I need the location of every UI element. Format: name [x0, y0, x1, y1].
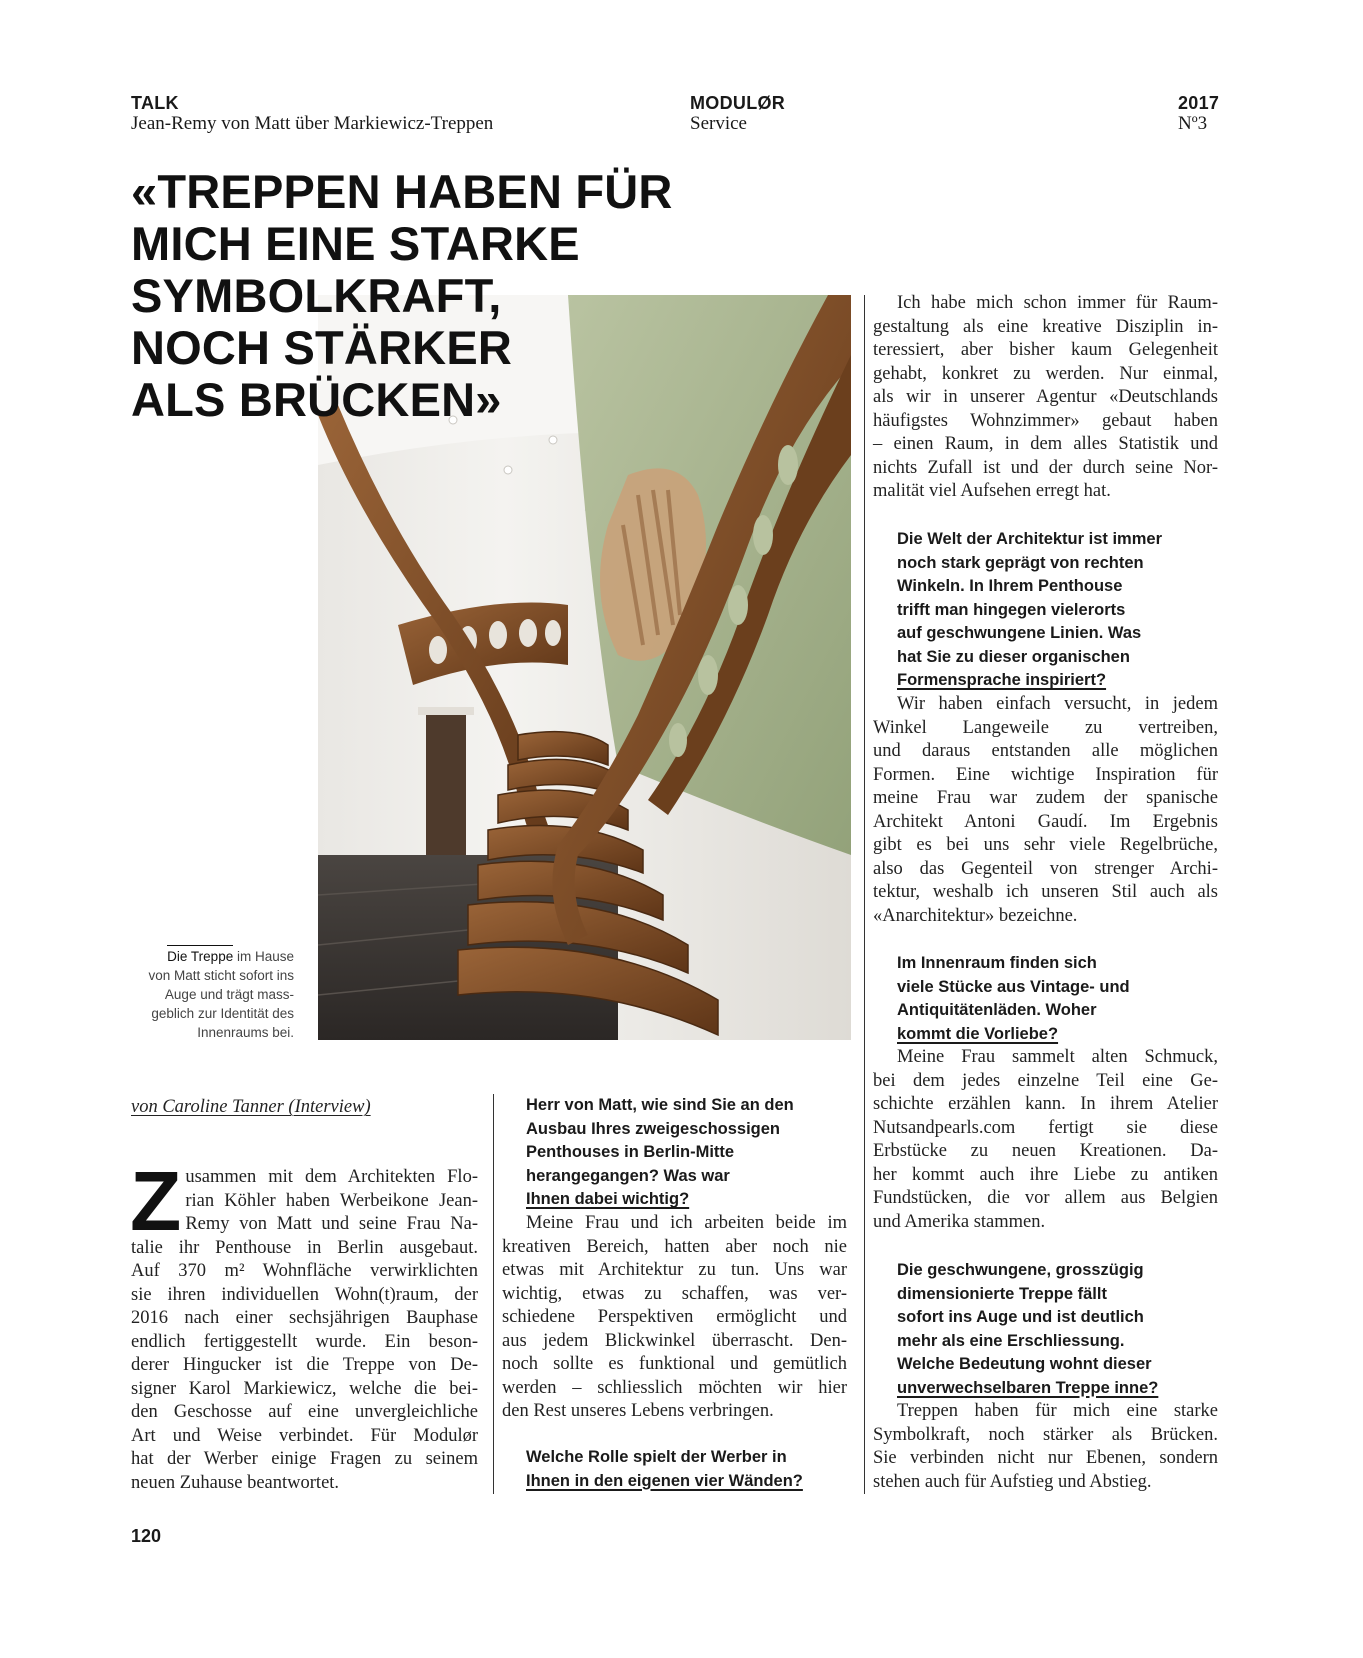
headline-line: ALS BRÜCKEN»	[131, 373, 502, 426]
section-label: TALK	[131, 93, 179, 113]
headline-line: «TREPPEN HABEN FÜR	[131, 165, 673, 218]
question-5	[873, 1259, 1237, 1400]
question-line: Ihnen in den eigenen vier Wänden?	[526, 1471, 803, 1490]
answer-line: aus jedem Blickwinkel überrascht. Den-	[502, 1330, 847, 1351]
question-line: Die geschwungene, grosszügig	[897, 1261, 1144, 1279]
question-line: auf geschwungene Linien. Was	[897, 624, 1142, 642]
answer-line: nichts Zufall ist und der durch seine Nor-	[873, 457, 1218, 478]
answer-line: gestaltung als eine kreative Disziplin in-	[873, 316, 1218, 337]
intro-line: endlich fertiggestellt wurde. Ein beson-	[131, 1331, 478, 1352]
answer-line: den Rest unseres Lebens verbringen.	[502, 1401, 774, 1421]
answer-line: Nutsandpearls.com fertigt sie diese	[873, 1117, 1218, 1138]
question-line: Penthouses in Berlin-Mitte	[526, 1143, 735, 1161]
answer-line: Winkel Langeweile zu vertreiben,	[873, 717, 1218, 738]
answer-line: gehabt, konkret zu werden. Nur einmal,	[873, 363, 1218, 384]
answer-line: wichtig, etwas zu schaffen, was ver-	[502, 1283, 847, 1304]
question-line: mehr als eine Erschliessung.	[897, 1331, 1125, 1350]
question-line: Im Innenraum finden sich	[897, 954, 1097, 972]
answer-line: Meine Frau und ich arbeiten beide im	[526, 1213, 847, 1233]
answer-5	[873, 1400, 1218, 1494]
intro-paragraph	[130, 1154, 478, 1495]
answer-line: schichte erzählen kann. In ihrem Atelier	[873, 1094, 1218, 1114]
answer-line: bei dem jedes einzelne Teil eine Ge-	[873, 1070, 1218, 1091]
issue-number: Nº3	[1178, 113, 1208, 134]
intro-line: talie ihr Penthouse in Berlin ausgebaut.	[131, 1237, 478, 1258]
drop-cap: Z	[130, 1154, 182, 1248]
intro-line: signer Karol Markiewicz, welche die bei-	[131, 1378, 478, 1399]
question-line: Ausbau Ihres zweigeschossigen	[526, 1119, 780, 1138]
answer-line: Symbolkraft, noch stärker als Brücken.	[873, 1424, 1218, 1445]
caption-line: Auge und trägt mass-	[164, 987, 294, 1002]
magazine-section: Service	[690, 113, 747, 134]
issue-year: 2017	[1178, 93, 1220, 113]
caption-line: geblich zur Identität des	[151, 1006, 294, 1021]
question-line: kommt die Vorliebe?	[897, 1024, 1059, 1043]
intro-line: Remy von Matt und seine Frau Na-	[185, 1214, 478, 1234]
question-line: Ihnen dabei wichtig?	[526, 1190, 690, 1208]
question-line: noch stark geprägt von rechten	[897, 553, 1144, 572]
question-1	[502, 1094, 866, 1212]
answer-line: häufigstes Wohnzimmer» gebaut haben	[873, 410, 1218, 431]
answer-line: und daraus entstanden alle möglichen	[873, 741, 1218, 761]
question-line: dimensionierte Treppe fällt	[897, 1284, 1107, 1303]
headline-line: MICH EINE STARKE	[131, 217, 580, 270]
caption-line: im Hause	[233, 949, 294, 964]
caption-line: von Matt sticht sofort ins	[148, 968, 294, 983]
answer-line: her kommt auch ihre Liebe zu antiken	[873, 1164, 1218, 1185]
question-4	[873, 952, 1237, 1046]
caption-line: Innenraums bei.	[197, 1025, 294, 1040]
intro-line: neuen Zuhause beantwortet.	[131, 1472, 340, 1493]
answer-line: kreativen Bereich, hatten aber noch nie	[502, 1236, 847, 1257]
answer-line: als wir in unserer Agentur «Deutschlands	[873, 387, 1218, 407]
question-2	[502, 1446, 866, 1493]
answer-line: meine Frau war zudem der spanische	[873, 788, 1218, 808]
answer-line: Treppen haben für mich eine starke	[897, 1401, 1218, 1421]
intro-line: 2016 nach einer sechsjährigen Bauphase	[131, 1308, 478, 1328]
intro-line: Art und Weise verbindet. Für Modulør	[131, 1425, 478, 1446]
answer-line: Formen. Eine wichtige Inspiration für	[873, 764, 1218, 785]
magazine-name: MODULØR	[690, 93, 786, 113]
answer-line: Ich habe mich schon immer für Raum-	[897, 293, 1218, 313]
question-line: hat Sie zu dieser organischen	[897, 647, 1130, 666]
column-divider	[493, 1094, 494, 1494]
answer-line: etwas mit Architektur zu tun. Uns war	[502, 1260, 847, 1280]
page-number: 120	[131, 1526, 162, 1546]
answer-line: malität viel Aufsehen erregt hat.	[873, 481, 1111, 501]
answer-4	[873, 1046, 1218, 1234]
answer-2	[873, 292, 1218, 504]
answer-line: und Amerika stammen.	[873, 1211, 1046, 1232]
column-divider	[864, 295, 865, 1494]
intro-line: den Geschosse auf eine unvergleichliche	[131, 1402, 478, 1422]
answer-line: noch sollte es funktional und gemütlich	[502, 1354, 847, 1374]
caption-lead: Die Treppe	[167, 945, 233, 966]
intro-line: Auf 370 m² Wohnfläche verwirklichten	[131, 1261, 478, 1281]
question-line: viele Stücke aus Vintage- und	[897, 977, 1130, 996]
answer-line: tektur, weshalb ich unseren Stil auch als	[873, 882, 1218, 902]
intro-line: usammen mit dem Architekten Flo-	[185, 1167, 478, 1187]
photo-caption	[131, 945, 294, 1042]
question-line: Herr von Matt, wie sind Sie an den	[526, 1096, 794, 1114]
answer-line: Fundstücken, die vor allem aus Belgien	[873, 1188, 1218, 1208]
question-line: Welche Bedeutung wohnt dieser	[897, 1355, 1152, 1373]
question-line: sofort ins Auge und ist deutlich	[897, 1308, 1144, 1326]
question-3	[873, 528, 1237, 693]
section-subtitle: Jean-Remy von Matt über Markiewicz-Treppen	[131, 113, 494, 134]
answer-line: teressiert, aber bisher kaum Gelegenheit	[873, 340, 1218, 360]
header-center	[690, 93, 785, 135]
answer-3	[873, 693, 1218, 928]
intro-line: derer Hingucker ist die Treppe von De-	[131, 1355, 478, 1375]
question-line: Antiquitätenläden. Woher	[897, 1001, 1097, 1019]
headline-line: SYMBOLKRAFT,	[131, 269, 502, 322]
answer-line: schiedene Perspektiven ermöglicht und	[502, 1307, 847, 1327]
answer-line: – einen Raum, in dem alles Statistik und	[873, 434, 1218, 454]
answer-line: Wir haben einfach versucht, in jedem	[897, 694, 1218, 714]
question-line: trifft man hingegen vielerorts	[897, 600, 1126, 619]
byline	[131, 1096, 371, 1118]
answer-line: Meine Frau sammelt alten Schmuck,	[897, 1047, 1218, 1067]
header-left	[131, 93, 493, 135]
answer-line: gibt es bei uns sehr viele Regelbrüche,	[873, 835, 1218, 855]
headline-line: NOCH STÄRKER	[131, 321, 513, 374]
question-line: Formensprache inspiriert?	[897, 671, 1107, 689]
answer-line: also das Gegenteil von strenger Archi-	[873, 858, 1218, 879]
question-line: unverwechselbaren Treppe inne?	[897, 1378, 1159, 1397]
answer-line: Architekt Antoni Gaudí. Im Ergebnis	[873, 811, 1218, 832]
answer-line: stehen auch für Aufstieg und Abstieg.	[873, 1471, 1152, 1492]
question-line: Die Welt der Architektur ist immer	[897, 530, 1162, 548]
author-credit: von Caroline Tanner (Interview)	[131, 1097, 371, 1117]
question-line: herangegangen? Was war	[526, 1166, 730, 1185]
answer-line: Sie verbinden nicht nur Ebenen, sondern	[873, 1448, 1218, 1468]
answer-1	[502, 1212, 847, 1424]
intro-line: hat der Werber einige Fragen zu seinem	[131, 1449, 478, 1469]
header-right	[1178, 93, 1219, 135]
question-line: Welche Rolle spielt der Werber in	[526, 1448, 787, 1466]
answer-line: «Anarchitektur» bezeichne.	[873, 905, 1078, 926]
intro-line: rian Köhler haben Werbeikone Jean-	[185, 1190, 478, 1211]
answer-line: Erbstücke zu neuen Kreationen. Da-	[873, 1141, 1218, 1161]
question-line: Winkeln. In Ihrem Penthouse	[897, 577, 1123, 595]
intro-line: sie ihren individuellen Wohn(t)raum, der	[131, 1284, 478, 1305]
answer-line: werden – schliesslich möchten wir hier	[502, 1377, 847, 1398]
headline	[131, 166, 751, 426]
